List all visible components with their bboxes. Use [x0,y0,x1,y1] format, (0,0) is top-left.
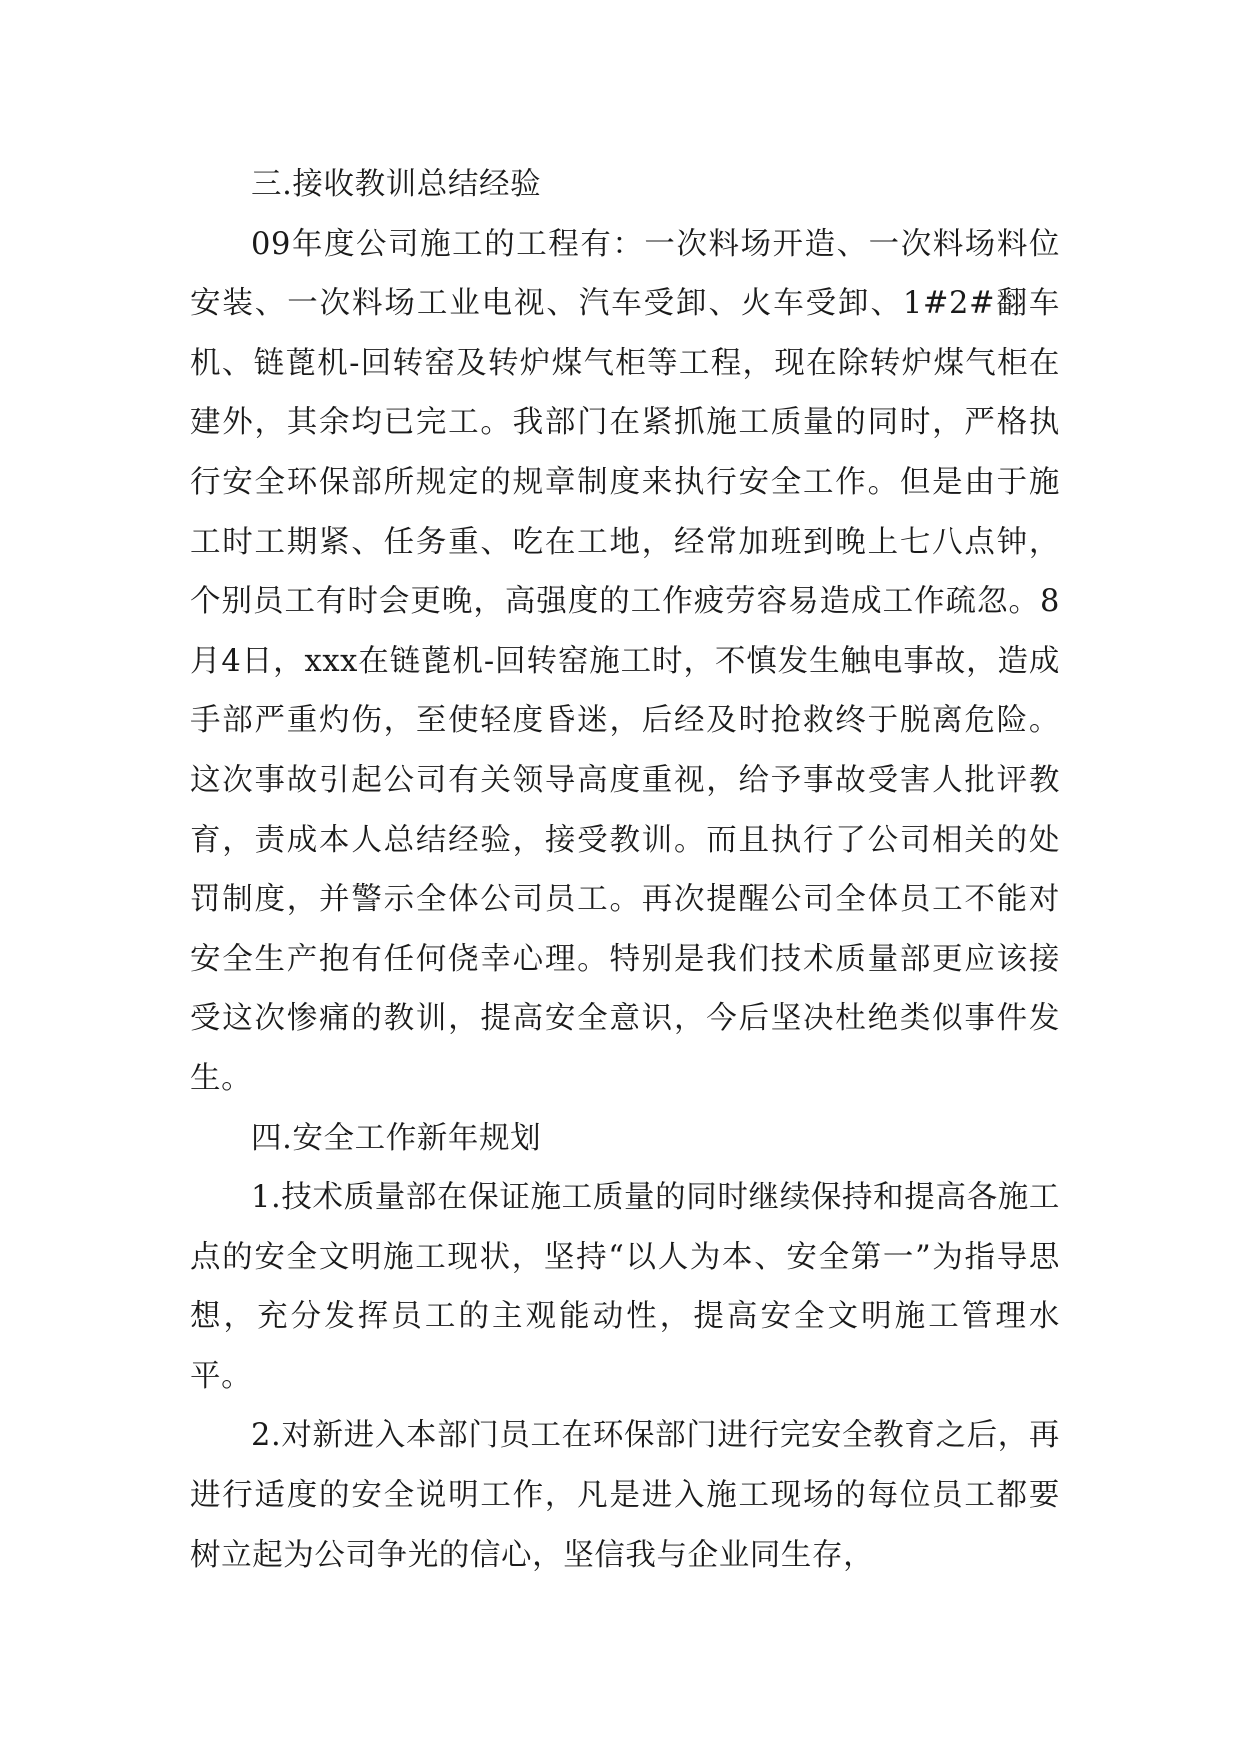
paragraph-plan-item-1: 1.技术质量部在保证施工质量的同时继续保持和提高各施工点的安全文明施工现状，坚持“以人为本、安全第一”为指导思想，充分发挥员工的主观能动性，提高安全文明施工管理水平。 [190,1180,1060,1394]
section-heading-lessons: 三.接收教训总结经验 [251,167,542,202]
document-body [190,155,1060,1585]
paragraph-plan-item-2: 2.对新进入本部门员工在环保部门进行完安全教育之后，再进行适度的安全说明工作，凡是进入施工现场的每位员工都要树立起为公司争光的信心，坚信我与企业同生存， [190,1418,1060,1573]
paragraph-lessons: 09年度公司施工的工程有：一次料场开造、一次料场料位安装、一次料场工业电视、汽车受卸、火车受卸、1#2#翻车机、链蓖机-回转窑及转炉煤气柜等工程，现在除转炉煤气柜在建外，其余均已完工。我部门在紧抓施工质量的同时，严格执行安全环保部所规定的规章制度来执行安全工作。但是由于施工时工期紧、任务重、吃在工地，经常加班到晚上七八点钟，个别员工有时会更晚，高强度的工作疲劳容易造成工作疏忽。8月4日，xxx在链蓖机-回转窑施工时，不慎发生触电事故，造成手部严重灼伤，至使轻度昏迷，后经及时抢救终于脱离危险。这次事故引起公司有关领导高度重视，给予事故受害人批评教育，责成本人总结经验，接受教训。而且执行了公司相关的处罚制度，并警示全体公司员工。再次提醒公司全体员工不能对安全生产抱有任何侥幸心理。特别是我们技术质量部更应该接受这次惨痛的教训，提高安全意识，今后坚决杜绝类似事件发生。 [190,226,1060,1096]
section-heading-new-year-plan: 四.安全工作新年规划 [251,1120,542,1156]
